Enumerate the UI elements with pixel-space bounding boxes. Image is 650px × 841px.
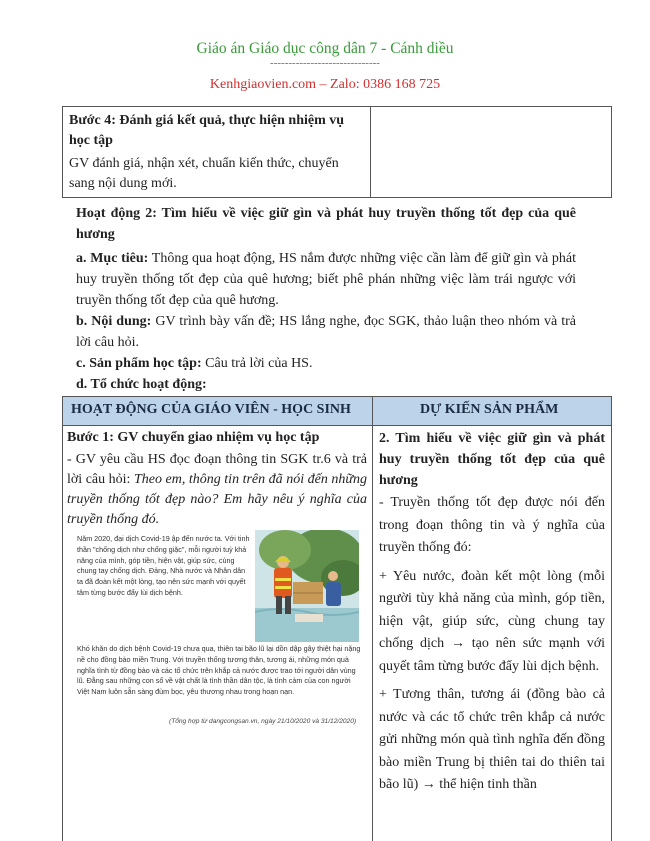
content-label: b. Nội dung: xyxy=(76,314,152,329)
product-point-1 xyxy=(379,566,605,679)
arrow-icon: → xyxy=(421,777,436,792)
header-teacher-student: HOẠT ĐỘNG CỦA GIÁO VIÊN - HỌC SINH xyxy=(71,402,351,417)
step1-task xyxy=(67,450,367,530)
step4-body: GV đánh giá, nhận xét, chuẩn kiến thức, chuyển sang nội dung mới. xyxy=(69,156,339,191)
activity-organization: d. Tổ chức hoạt động: xyxy=(76,377,207,392)
activity-product xyxy=(76,353,576,374)
document-title: Giáo án Giáo dục công dân 7 - Cánh diều xyxy=(196,40,454,57)
product-point-2 xyxy=(379,684,605,797)
textbook-excerpt xyxy=(69,528,365,738)
teacher-student-cell xyxy=(67,428,367,530)
step4-cell xyxy=(69,111,365,194)
goal-label: a. Mục tiêu: xyxy=(76,251,149,266)
point-2-text: + Tương thân, tương ái (đồng bào cả nước và các tổ chức trên khắp cả nước gửi những món quà tình nghĩa đến đồng bào miền Trung bị thiên tai do thiên tai bão lũ) xyxy=(379,687,605,792)
step1-title: Bước 1: GV chuyển giao nhiệm vụ học tập xyxy=(67,430,320,445)
header-expected-product: DỰ KIẾN SẢN PHẨM xyxy=(420,402,559,417)
expected-product-cell xyxy=(379,428,605,797)
flood-rescue-illustration xyxy=(255,530,359,642)
activity-goal xyxy=(76,248,576,311)
activity-content xyxy=(76,311,576,353)
goal-text: Thông qua hoạt động, HS nắm được những việc cần làm để giữ gìn và phát huy truyền thống tốt đẹp của quê hương; biết phê phán những việc làm trái ngược với truyền thống tốt đẹp của quê hương. xyxy=(76,251,576,308)
step1-question: Theo em, thông tin trên đã nói đến những truyền thống tốt đẹp nào? Em hãy nêu ý nghĩa của truyền thống đó. xyxy=(67,472,367,527)
point-1-text: + Yêu nước, đoàn kết một lòng (mỗi người tùy khả năng của mình, góp tiền, hiện vật, giúp sức, cùng chung tay chống dịch xyxy=(379,568,605,651)
product-heading: 2. Tìm hiểu về việc giữ gìn và phát huy truyền thống tốt đẹp của quê hương xyxy=(379,431,605,488)
content-text: GV trình bày vấn đề; HS lắng nghe, đọc SGK, thảo luận theo nhóm và trả lời câu hỏi. xyxy=(76,314,576,350)
step1-intro: - GV yêu cầu HS đọc đoạn thông tin SGK tr.6 và trả lời câu hỏi: xyxy=(67,452,367,487)
point-1-result: tạo nên sức mạnh với quyết tâm từng bước đẩy lùi dịch bệnh. xyxy=(379,636,605,674)
site-contact: Kenhgiaovien.com – Zalo: 0386 168 725 xyxy=(209,77,441,92)
step4-table xyxy=(62,106,612,198)
product-text: Câu trả lời của HS. xyxy=(201,356,313,371)
excerpt-source: (Tổng hợp từ dangcongsan.vn, ngày 21/10/2020 và 31/12/2020) xyxy=(169,718,357,725)
table-header xyxy=(63,397,611,426)
header-divider: ------------------------------ xyxy=(270,57,380,69)
point-2-result: thể hiện tinh thần xyxy=(435,777,537,792)
step4-title: Bước 4: Đánh giá kết quả, thực hiện nhiệm vụ học tập xyxy=(69,113,345,148)
activity-table xyxy=(62,396,612,841)
activity-title: Hoạt động 2: Tìm hiểu về việc giữ gìn và phát huy truyền thống tốt đẹp của quê hương xyxy=(76,206,576,242)
excerpt-paragraph-1: Năm 2020, đại dịch Covid-19 ập đến nước ta. Với tinh thần "chống dịch như chống giặc", mỗi người tuỳ khả năng của mình, góp tiền, hiện vật, giúp sức, cùng chung tay chống dịch. Đảng, Nhà nước và Nhân dân ta đã đoàn kết một lòng, tạo nên sức mạnh với quyết tâm từng bước đẩy lùi dịch bệnh. xyxy=(77,534,250,597)
product-label: c. Sản phẩm học tập: xyxy=(76,356,202,371)
arrow-icon: → xyxy=(450,636,465,651)
excerpt-paragraph-2: Khó khăn do dịch bệnh Covid-19 chưa qua, thiên tai bão lũ lại dồn dập gây thiệt hại nặng nề cho đồng bào miền Trung. Với truyền thống tương thân, tương ái, những món quà nghĩa tình từ đồng bào và các tổ chức trên khắp cả nước được trao tới người dân vùng lũ. Đằng sau những con số về vật chất là tình thần dân tộc, là tình cảm của con người Việt Nam luôn sẵn sàng đùm bọc, yêu thương nhau trong hoạn nạn. xyxy=(77,644,361,697)
column-divider xyxy=(372,397,373,841)
column-divider xyxy=(370,107,371,197)
product-intro: - Truyền thống tốt đẹp được nói đến trong đoạn thông tin và ý nghĩa của truyền thống đó: xyxy=(379,495,605,555)
